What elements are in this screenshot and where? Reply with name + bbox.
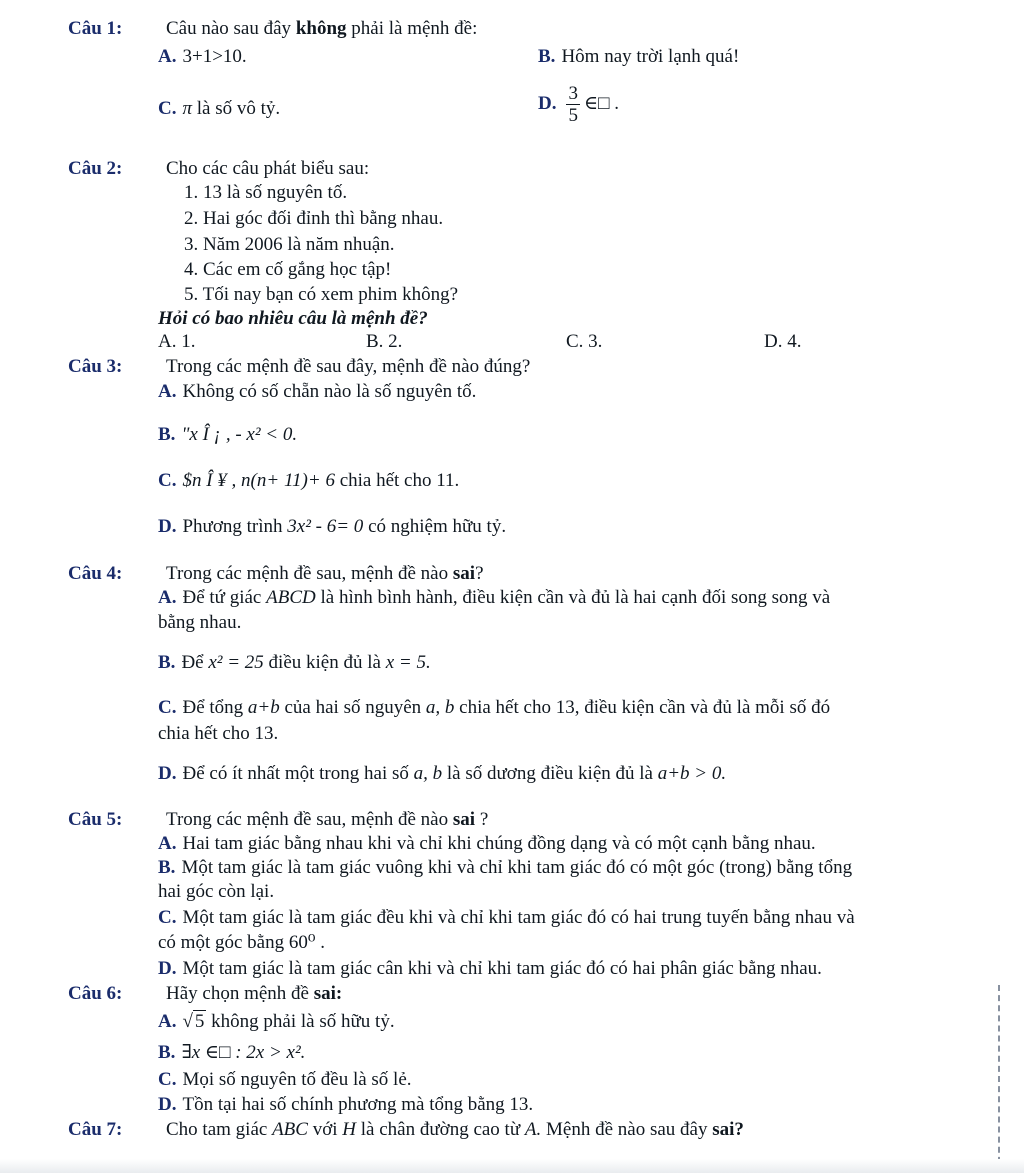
q2-question: Hỏi có bao nhiêu câu là mệnh đề? [158,308,428,329]
question-stem: Cho tam giác ABC với H là chân đường cao từ A. Mệnh đề nào sau đây sai? [166,1119,744,1140]
q4-option-a-continued: bằng nhau. [158,612,242,633]
fraction: $\frac{3}{5}$ [568,83,578,126]
page-edge-line [998,985,1002,1173]
q2-statement: 5. Tối nay bạn có xem phim không? [184,284,459,305]
q4-option-c-continued: chia hết cho 13. [158,723,279,744]
q1-option-b: B. Hôm nay trời lạnh quá! [538,46,740,67]
q5-option-b-continued: hai góc còn lại. [158,881,275,902]
q2-option-a: A. 1. [158,331,196,352]
q2-statement: 2. Hai góc đối đỉnh thì bằng nhau. [184,208,444,229]
q3-option-c: C. $n Î ¥ , n(n+ 11)+ 6 chia hết cho 11. [158,470,460,491]
page-bottom-edge [0,1159,1024,1173]
question-label: Câu 7: [68,1119,123,1140]
q1-option-d: D. $\frac{3}{5}$ ∈□ . [538,83,620,126]
question-label: Câu 1: [68,18,123,39]
q6-option-a: A. √ 5 không phải là số hữu tỷ. [158,1011,395,1032]
q4-option-d: D. Để có ít nhất một trong hai số a, b là số dương điều kiện đủ là a+b > 0. [158,763,727,784]
q5-option-a: A. Hai tam giác bằng nhau khi và chỉ khi chúng đồng dạng và có một cạnh bằng nhau. [158,833,816,854]
q6-option-c: C. Mọi số nguyên tố đều là số lẻ. [158,1069,412,1090]
q4-option-b: B. Để x² = 25 điều kiện đủ là x = 5. [158,652,431,673]
question-stem: Trong các mệnh đề sau đây, mệnh đề nào đúng? [166,356,531,377]
q3-option-d: D. Phương trình 3x² - 6= 0 có nghiệm hữu tỷ. [158,516,507,537]
question-stem: Trong các mệnh đề sau, mệnh đề nào sai ? [166,809,489,830]
q4-option-a: A. Để tứ giác ABCD là hình bình hành, điều kiện cần và đủ là hai cạnh đối song song và [158,587,831,608]
q3-option-b: B. "x Î ¡ , - x² < 0. [158,424,298,445]
q1-option-a: A. 3+1>10. [158,46,247,67]
q1-option-c: C. π là số vô tỷ. [158,98,281,119]
q5-option-d: D. Một tam giác là tam giác cân khi và chỉ khi tam giác đó có hai phân giác bằng nhau. [158,958,822,979]
question-stem: Hãy chọn mệnh đề sai: [166,983,343,1004]
question-label: Câu 3: [68,356,123,377]
question-stem: Trong các mệnh đề sau, mệnh đề nào sai? [166,563,484,584]
q5-option-b: B. Một tam giác là tam giác vuông khi và chỉ khi tam giác đó có một góc (trong) bằng tổng [158,857,853,878]
q2-statement: 4. Các em cố gắng học tập! [184,259,392,280]
q2-option-b: B. 2. [366,331,403,352]
q4-option-c: C. Để tổng a+b của hai số nguyên a, b chia hết cho 13, điều kiện cần và đủ là mỗi số đó [158,697,831,718]
question-label: Câu 4: [68,563,123,584]
q3-option-a: A. Không có số chẵn nào là số nguyên tố. [158,381,477,402]
q5-option-c: C. Một tam giác là tam giác đều khi và chỉ khi tam giác đó có hai trung tuyến bằng nhau và [158,907,855,928]
q6-option-b: B. ∃x ∈□ : 2x > x². [158,1042,306,1063]
q2-statement: 1. 13 là số nguyên tố. [184,182,348,203]
q2-option-d: D. 4. [764,331,802,352]
question-stem: Câu nào sau đây không phải là mệnh đề: [166,18,478,39]
question-stem: Cho các câu phát biểu sau: [166,158,370,179]
question-label: Câu 2: [68,158,123,179]
q2-option-c: C. 3. [566,331,603,352]
q2-statement: 3. Năm 2006 là năm nhuận. [184,234,395,255]
question-label: Câu 6: [68,983,123,1004]
q6-option-d: D. Tồn tại hai số chính phương mà tổng bằng 13. [158,1094,534,1115]
q5-option-c-continued: có một góc bằng 60⁰ . [158,932,325,953]
square-root: √ 5 [182,1011,205,1032]
question-label: Câu 5: [68,809,123,830]
